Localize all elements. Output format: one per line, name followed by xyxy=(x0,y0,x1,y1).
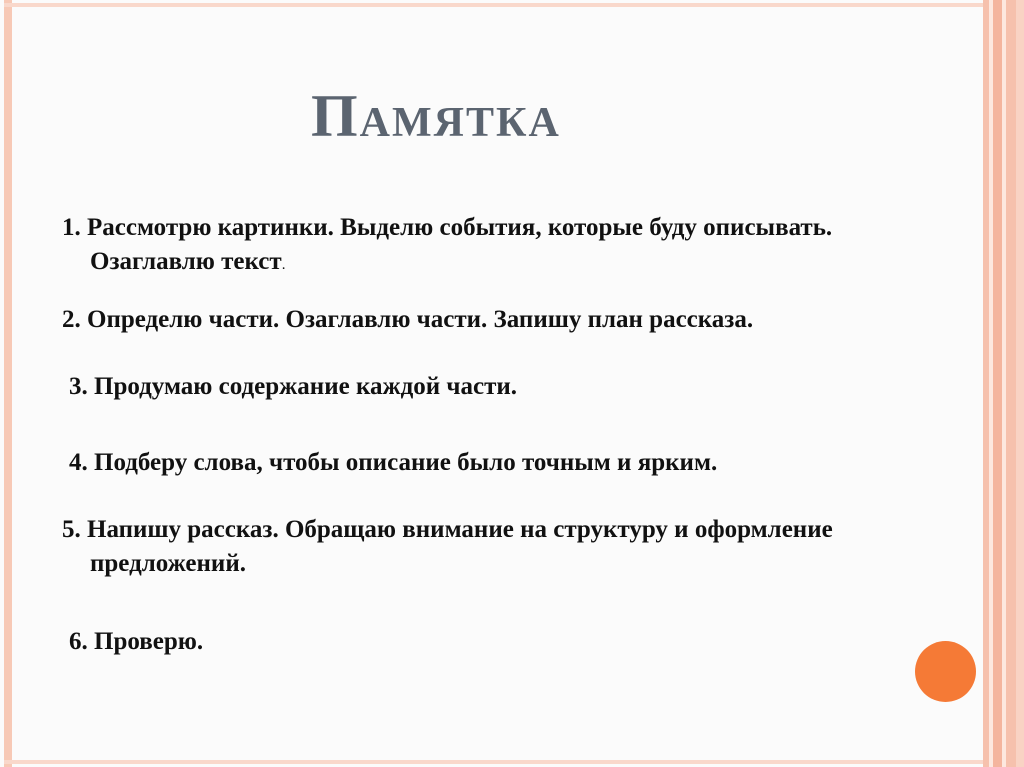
right-stripe-band xyxy=(1016,0,1024,767)
list-item-line: 6. Проверю. xyxy=(69,628,204,655)
list-item xyxy=(62,513,833,581)
list-item-line: 5. Напишу рассказ. Обращаю внимание на структуру и оформление xyxy=(62,516,833,543)
list-item-line: 1. Рассмотрю картинки. Выделю события, которые буду описывать. xyxy=(62,214,833,241)
list-item-period: . xyxy=(281,257,286,273)
list-item-line: 3. Продумаю содержание каждой части. xyxy=(69,373,518,400)
list-item-line: 4. Подберу слова, чтобы описание было точным и ярким. xyxy=(69,449,718,476)
list-item xyxy=(62,211,832,282)
list-item-continuation: предложений. xyxy=(90,550,246,577)
frame-top-border xyxy=(4,3,984,7)
decorative-circle xyxy=(915,641,976,702)
frame-left-border xyxy=(4,0,12,767)
list-item xyxy=(69,370,517,404)
list-item-line: Озаглавлю текст xyxy=(90,248,282,275)
list-item xyxy=(62,303,753,337)
right-stripe-band xyxy=(1006,0,1016,767)
slide-title: Памятка xyxy=(311,83,561,149)
list-item-continuation xyxy=(62,245,832,282)
right-stripe-band xyxy=(993,0,1002,767)
list-item-line: 2. Определю части. Озаглавлю части. Запишу план рассказа. xyxy=(62,306,754,333)
list-item xyxy=(69,625,203,659)
list-item xyxy=(69,446,717,480)
frame-bottom-border xyxy=(4,760,984,764)
